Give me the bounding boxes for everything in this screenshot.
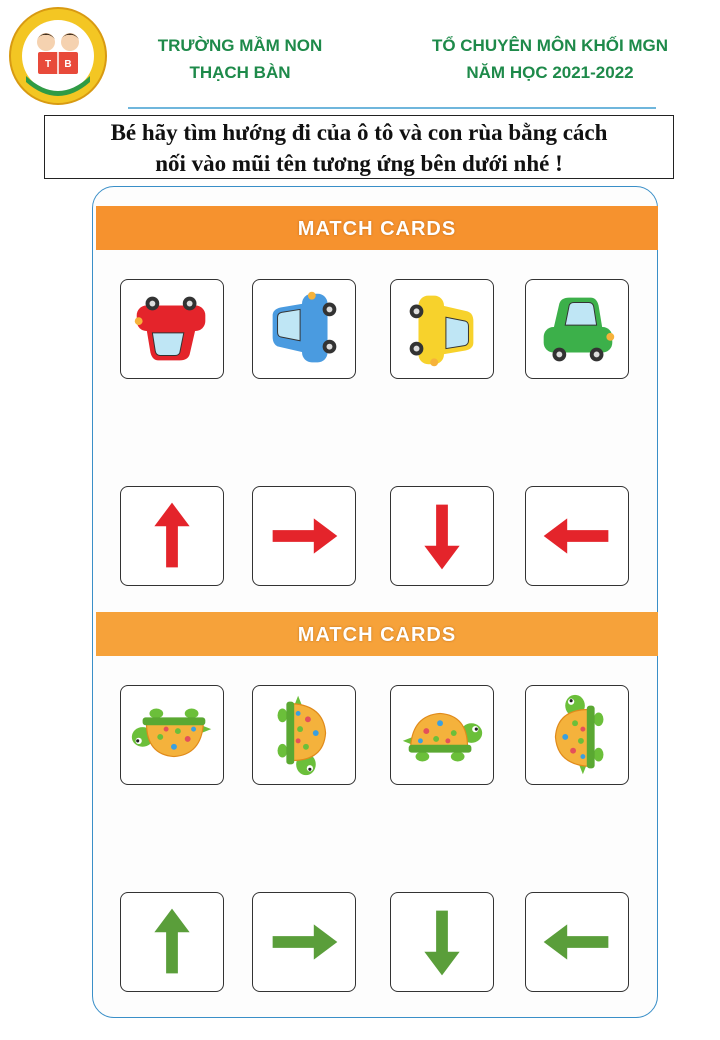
- turtle-down-icon: [253, 686, 355, 784]
- blue-car-icon: [253, 280, 355, 378]
- header-divider: [128, 107, 656, 109]
- blue-car-card[interactable]: [252, 279, 356, 379]
- school-name-line2: THẠCH BÀN: [189, 63, 291, 82]
- green-arrow-right-icon: [253, 893, 355, 991]
- turtle-up-card[interactable]: [525, 685, 629, 785]
- red-arrow-right-card[interactable]: [252, 486, 356, 586]
- section-title-turtles: MATCH CARDS: [96, 612, 658, 656]
- green-car-card[interactable]: [525, 279, 629, 379]
- red-arrow-left-icon: [526, 487, 628, 585]
- section-title-cars: MATCH CARDS: [96, 206, 658, 250]
- green-arrow-up-card[interactable]: [120, 892, 224, 992]
- turtle-left-icon: [121, 686, 223, 784]
- yellow-car-card[interactable]: [390, 279, 494, 379]
- turtle-down-card[interactable]: [252, 685, 356, 785]
- green-arrow-left-card[interactable]: [525, 892, 629, 992]
- green-arrow-right-card[interactable]: [252, 892, 356, 992]
- department-name: [400, 32, 700, 86]
- red-car-icon: [121, 280, 223, 378]
- red-arrow-up-card[interactable]: [120, 486, 224, 586]
- turtle-right-card[interactable]: [390, 685, 494, 785]
- green-arrow-down-card[interactable]: [390, 892, 494, 992]
- green-arrow-up-icon: [121, 893, 223, 991]
- school-name: [130, 32, 350, 86]
- red-arrow-down-icon: [391, 487, 493, 585]
- instruction-box: [44, 115, 674, 179]
- red-arrow-down-card[interactable]: [390, 486, 494, 586]
- turtle-left-card[interactable]: [120, 685, 224, 785]
- school-year: NĂM HỌC 2021-2022: [466, 63, 634, 82]
- logo-letter-b: B: [64, 59, 72, 70]
- yellow-car-icon: [391, 280, 493, 378]
- instruction-line1: Bé hãy tìm hướng đi của ô tô và con rùa bằng cách: [110, 120, 608, 145]
- school-name-line1: TRƯỜNG MẦM NON: [157, 36, 323, 55]
- department-line1: TỔ CHUYÊN MÔN KHỐI MGN: [431, 36, 669, 55]
- red-arrow-up-icon: [121, 487, 223, 585]
- logo-letter-t: T: [44, 59, 52, 70]
- turtle-right-icon: [391, 686, 493, 784]
- turtle-up-icon: [526, 686, 628, 784]
- green-arrow-left-icon: [526, 893, 628, 991]
- red-arrow-right-icon: [253, 487, 355, 585]
- school-logo: [8, 6, 108, 106]
- red-arrow-left-card[interactable]: [525, 486, 629, 586]
- red-car-card[interactable]: [120, 279, 224, 379]
- instruction-line2: nối vào mũi tên tương ứng bên dưới nhé !: [155, 151, 563, 176]
- green-car-icon: [526, 280, 628, 378]
- green-arrow-down-icon: [391, 893, 493, 991]
